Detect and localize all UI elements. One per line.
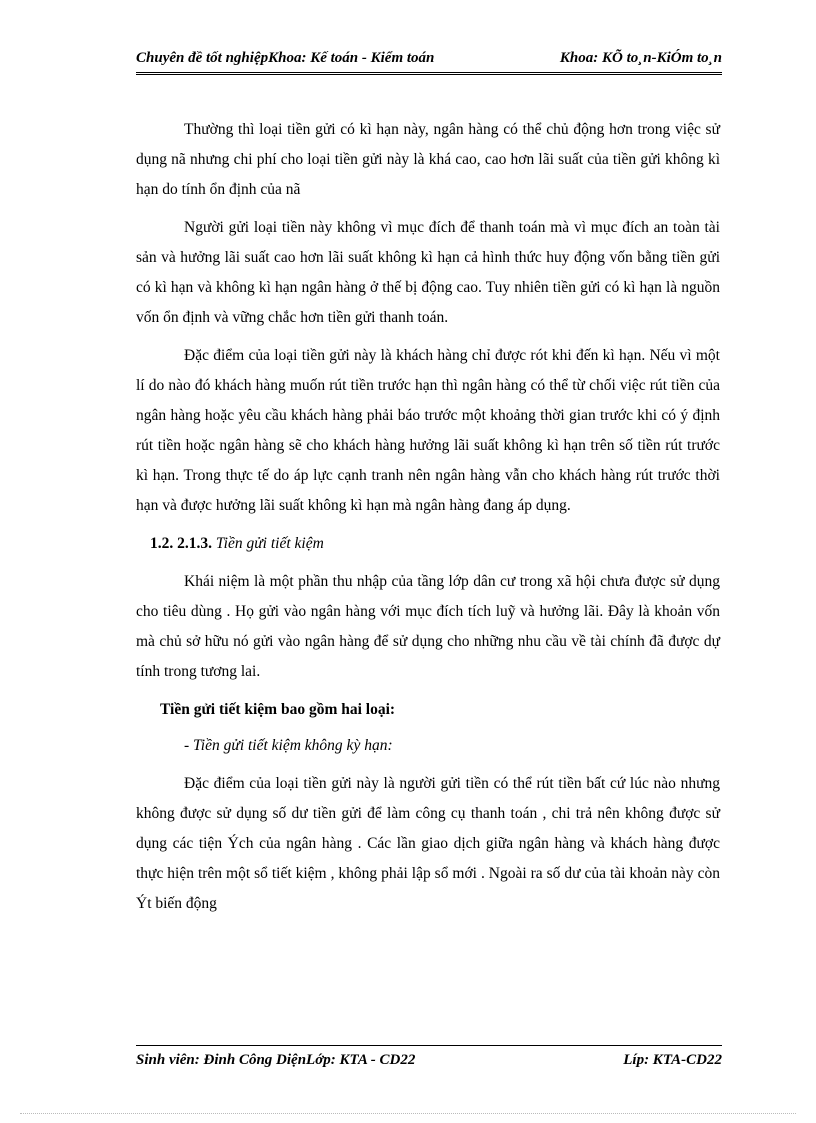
subsection-heading: Tiền gửi tiết kiệm bao gồm hai loại: — [160, 701, 396, 718]
page-header — [136, 48, 722, 70]
header-left-text: Chuyên đề tốt nghiệpKhoa: Kế toán - Kiểm toán — [136, 50, 435, 66]
header-right-text: Khoa: KÕ to¸n-KiÓm to¸n — [559, 50, 722, 66]
document-body — [136, 115, 720, 927]
subsection-subtitle: - Tiền gửi tiết kiệm không kỳ hạn: — [184, 737, 393, 754]
footer-right-text: Líp: KTA-CD22 — [623, 1052, 722, 1068]
paragraph-5: Đặc điểm của loại tiền gửi này là người gửi tiền có thể rút tiền bất cứ lúc nào nhưng không được sử dụng số dư tiền gửi để làm công cụ thanh toán , chi trả nên không được sử dụng các tiện Ých của ngân hàng . Các lần giao dịch giữa ngân hàng và khách hàng được thực hiện trên một sổ tiết kiệm , không phải lập sổ mới . Ngoài ra số dư của tài khoản này còn Ýt biến động — [136, 775, 720, 912]
section-title: Tiền gửi tiết kiệm — [215, 535, 324, 552]
page-edge — [20, 1113, 796, 1114]
paragraph-4: Khái niệm là một phần thu nhập của tầng lớp dân cư trong xã hội chưa được sử dụng cho tiêu dùng . Họ gửi vào ngân hàng với mục đích tích luỹ và hưởng lãi. Đây là khoản vốn mà chủ sở hữu nó gửi vào ngân hàng để sử dụng cho những nhu cầu về tài chính đã được dự tính trong tương lai. — [136, 573, 720, 680]
footer-left-text: Sinh viên: Đinh Công DiệnLớp: KTA - CD22 — [136, 1052, 416, 1068]
page-footer — [136, 1050, 722, 1072]
footer-divider — [136, 1045, 722, 1046]
paragraph-2: Người gửi loại tiền này không vì mục đích để thanh toán mà vì mục đích an toàn tài sản và hưởng lãi suất cao hơn lãi suất không kì hạn cả hình thức huy động vốn bằng tiền gửi có kì hạn và không kì hạn ngân hàng ở thế bị động cao. Tuy nhiên tiền gửi có kì hạn là nguồn vốn ổn định và vững chắc hơn tiền gửi thanh toán. — [136, 219, 720, 326]
header-divider — [136, 72, 722, 75]
section-heading — [136, 529, 720, 559]
paragraph-1: Thường thì loại tiền gửi có kì hạn này, ngân hàng có thể chủ động hơn trong việc sử dụng nã nhưng chi phí cho loại tiền gửi này là khá cao, cao hơn lãi suất của tiền gửi không kì hạn do tính ổn định của nã — [136, 121, 720, 198]
section-number: 1.2. 2.1.3. — [150, 535, 212, 552]
paragraph-3: Đặc điểm của loại tiền gửi này là khách hàng chỉ được rót khi đến kì hạn. Nếu vì một lí do nào đó khách hàng muốn rút tiền trước hạn thì ngân hàng có thể từ chối việc rút tiền của ngân hàng hoặc yêu cầu khách hàng phải báo trước một khoảng thời gian trước khi có ý định rút tiền hoặc ngân hàng sẽ cho khách hàng hưởng lãi suất không kì hạn trên số tiền rút trước kì hạn. Trong thực tế do áp lực cạnh tranh nên ngân hàng vẫn cho khách hàng rút trước thời hạn và được hưởng lãi suất không kì hạn mà ngân hàng đang áp dụng. — [136, 347, 720, 514]
